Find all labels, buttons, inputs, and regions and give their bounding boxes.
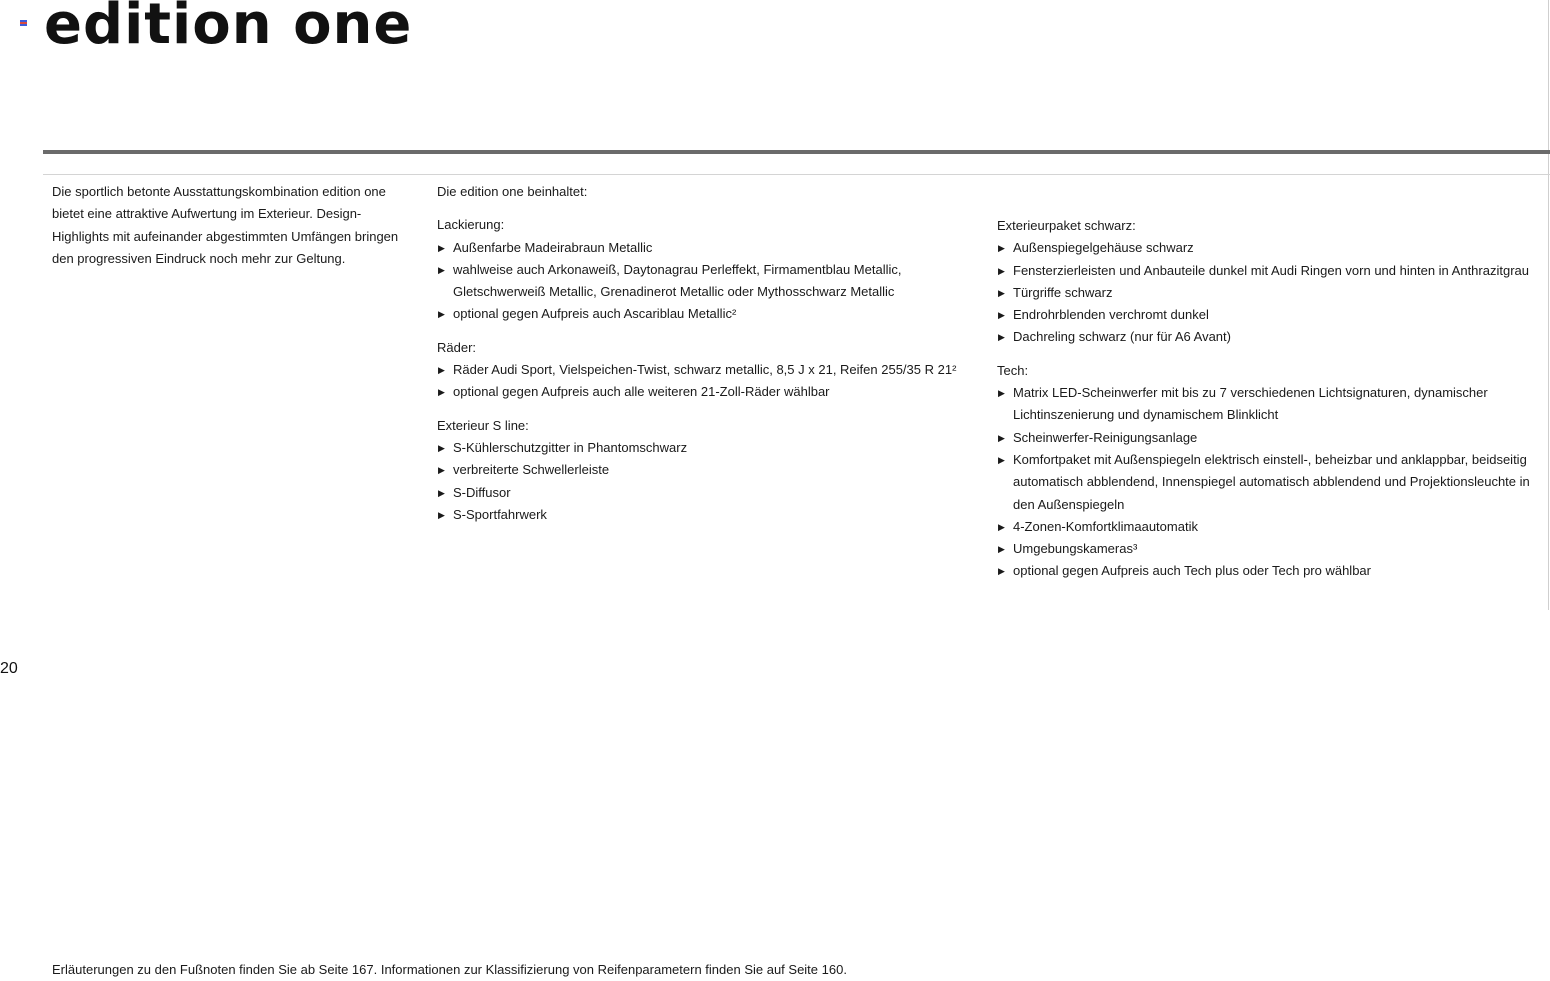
list-item-text: Dachreling schwarz (nur für A6 Avant)	[1013, 329, 1231, 345]
list-item-text: Matrix LED-Scheinwerfer mit bis zu 7 verschiedenen Lichtsignaturen, dynamischer Lichtinszenierung und dynamischem Blinklicht	[1013, 385, 1488, 423]
list-item-text: wahlweise auch Arkonaweiß, Daytonagrau Perleffekt, Firmamentblau Metallic, Gletschwerweiß Metallic, Grenadinerot Metallic oder Mythosschwarz Metallic	[453, 261, 902, 300]
list-item	[437, 359, 977, 381]
list-item	[437, 504, 977, 526]
triangle-right-icon: ▶	[998, 265, 1005, 276]
list-item-text: optional gegen Aufpreis auch Ascariblau Metallic²	[453, 306, 737, 322]
list-item-text: Fensterzierleisten und Anbauteile dunkel mit Audi Ringen vorn und hinten in Anthrazitgrau	[1013, 262, 1529, 278]
list-item-text: Umgebungskameras³	[1013, 541, 1138, 557]
triangle-right-icon: ▶	[438, 242, 445, 253]
list-item	[997, 382, 1537, 427]
list-item-text: 4-Zonen-Komfortklimaautomatik	[1013, 518, 1198, 534]
features-column-right	[997, 215, 1537, 583]
list-item	[997, 427, 1537, 449]
intro-paragraph: Die sportlich betonte Ausstattungskombination edition one bietet eine attraktive Aufwertung im Exterieur. Design-Highlights mit aufeinander abgestimmten Umfängen bringen den progressiven Eindruck noch mehr zur Geltung.	[52, 184, 399, 266]
list-item-text: Türgriffe schwarz	[1013, 284, 1113, 300]
triangle-right-icon: ▶	[998, 287, 1005, 298]
list-item	[437, 459, 977, 481]
section-heading: Exterieur S line:	[437, 417, 529, 433]
middle-sections	[437, 214, 977, 526]
list-item	[997, 326, 1537, 348]
list-item	[437, 303, 977, 325]
list-item-text: Komfortpaket mit Außenspiegeln elektrisch einstell-, beheizbar und anklappbar, beidseitig automatisch abblendend, Innenspiegel automatisch abblendend und Projektionsleuchte in den Außenspiegeln	[1013, 451, 1530, 512]
right-sections	[997, 215, 1537, 583]
list-item-text: S-Kühlerschutzgitter in Phantomschwarz	[453, 439, 688, 455]
triangle-right-icon: ▶	[438, 365, 445, 376]
triangle-right-icon: ▶	[998, 332, 1005, 343]
list-item	[997, 237, 1537, 259]
section-heading: Räder:	[437, 339, 477, 355]
feature-list	[437, 437, 977, 526]
content-top-rule	[43, 174, 1550, 175]
triangle-right-icon: ▶	[998, 310, 1005, 321]
section-heading: Tech:	[997, 362, 1029, 378]
features-column-middle	[437, 181, 977, 526]
list-item	[997, 560, 1537, 582]
list-item-text: S-Sportfahrwerk	[453, 506, 547, 522]
feature-list	[437, 359, 977, 404]
brand-flag-icon	[20, 20, 27, 26]
footnote-reference: Erläuterungen zu den Fußnoten finden Sie ab Seite 167. Informationen zur Klassifizierung von Reifenparametern finden Sie auf Seite 160.	[52, 962, 847, 977]
triangle-right-icon: ▶	[998, 521, 1005, 532]
header-rule	[43, 150, 1550, 154]
section-heading: Lackierung:	[437, 217, 505, 233]
feature-list	[437, 237, 977, 326]
triangle-right-icon: ▶	[438, 387, 445, 398]
list-item-text: Außenfarbe Madeirabraun Metallic	[453, 239, 653, 255]
list-item	[997, 260, 1537, 282]
triangle-right-icon: ▶	[998, 454, 1005, 465]
list-item	[437, 237, 977, 259]
list-item-text: Außenspiegelgehäuse schwarz	[1013, 240, 1194, 256]
triangle-right-icon: ▶	[438, 309, 445, 320]
list-item-text: verbreiterte Schwellerleiste	[453, 462, 610, 478]
list-item-text: Scheinwerfer-Reinigungsanlage	[1013, 429, 1198, 445]
flag-stripe	[20, 24, 27, 26]
page-title: edition one	[44, 0, 413, 57]
list-item-text: Endrohrblenden verchromt dunkel	[1013, 307, 1209, 323]
list-item	[997, 304, 1537, 326]
list-item	[437, 259, 977, 304]
page-edge-divider	[1548, 0, 1549, 610]
list-item	[437, 482, 977, 504]
list-item-text: Räder Audi Sport, Vielspeichen-Twist, schwarz metallic, 8,5 J x 21, Reifen 255/35 R 21²	[453, 362, 957, 378]
triangle-right-icon: ▶	[438, 509, 445, 520]
triangle-right-icon: ▶	[438, 264, 445, 275]
list-item	[437, 437, 977, 459]
list-item	[997, 538, 1537, 560]
triangle-right-icon: ▶	[998, 566, 1005, 577]
list-item-text: S-Diffusor	[453, 484, 511, 500]
triangle-right-icon: ▶	[998, 388, 1005, 399]
triangle-right-icon: ▶	[438, 465, 445, 476]
contents-heading: Die edition one beinhaltet:	[437, 184, 588, 199]
list-item	[997, 516, 1537, 538]
triangle-right-icon: ▶	[998, 432, 1005, 443]
triangle-right-icon: ▶	[998, 544, 1005, 555]
feature-list	[997, 382, 1537, 583]
list-item-text: optional gegen Aufpreis auch Tech plus oder Tech pro wählbar	[1013, 563, 1371, 579]
list-item-text: optional gegen Aufpreis auch alle weiteren 21-Zoll-Räder wählbar	[453, 384, 830, 400]
feature-list	[997, 237, 1537, 348]
section-heading: Exterieurpaket schwarz:	[997, 218, 1136, 233]
page-number: 20	[0, 660, 18, 677]
list-item	[997, 282, 1537, 304]
list-item	[997, 449, 1537, 516]
list-item	[437, 381, 977, 403]
triangle-right-icon: ▶	[438, 487, 445, 498]
triangle-right-icon: ▶	[438, 442, 445, 453]
triangle-right-icon: ▶	[998, 243, 1005, 254]
